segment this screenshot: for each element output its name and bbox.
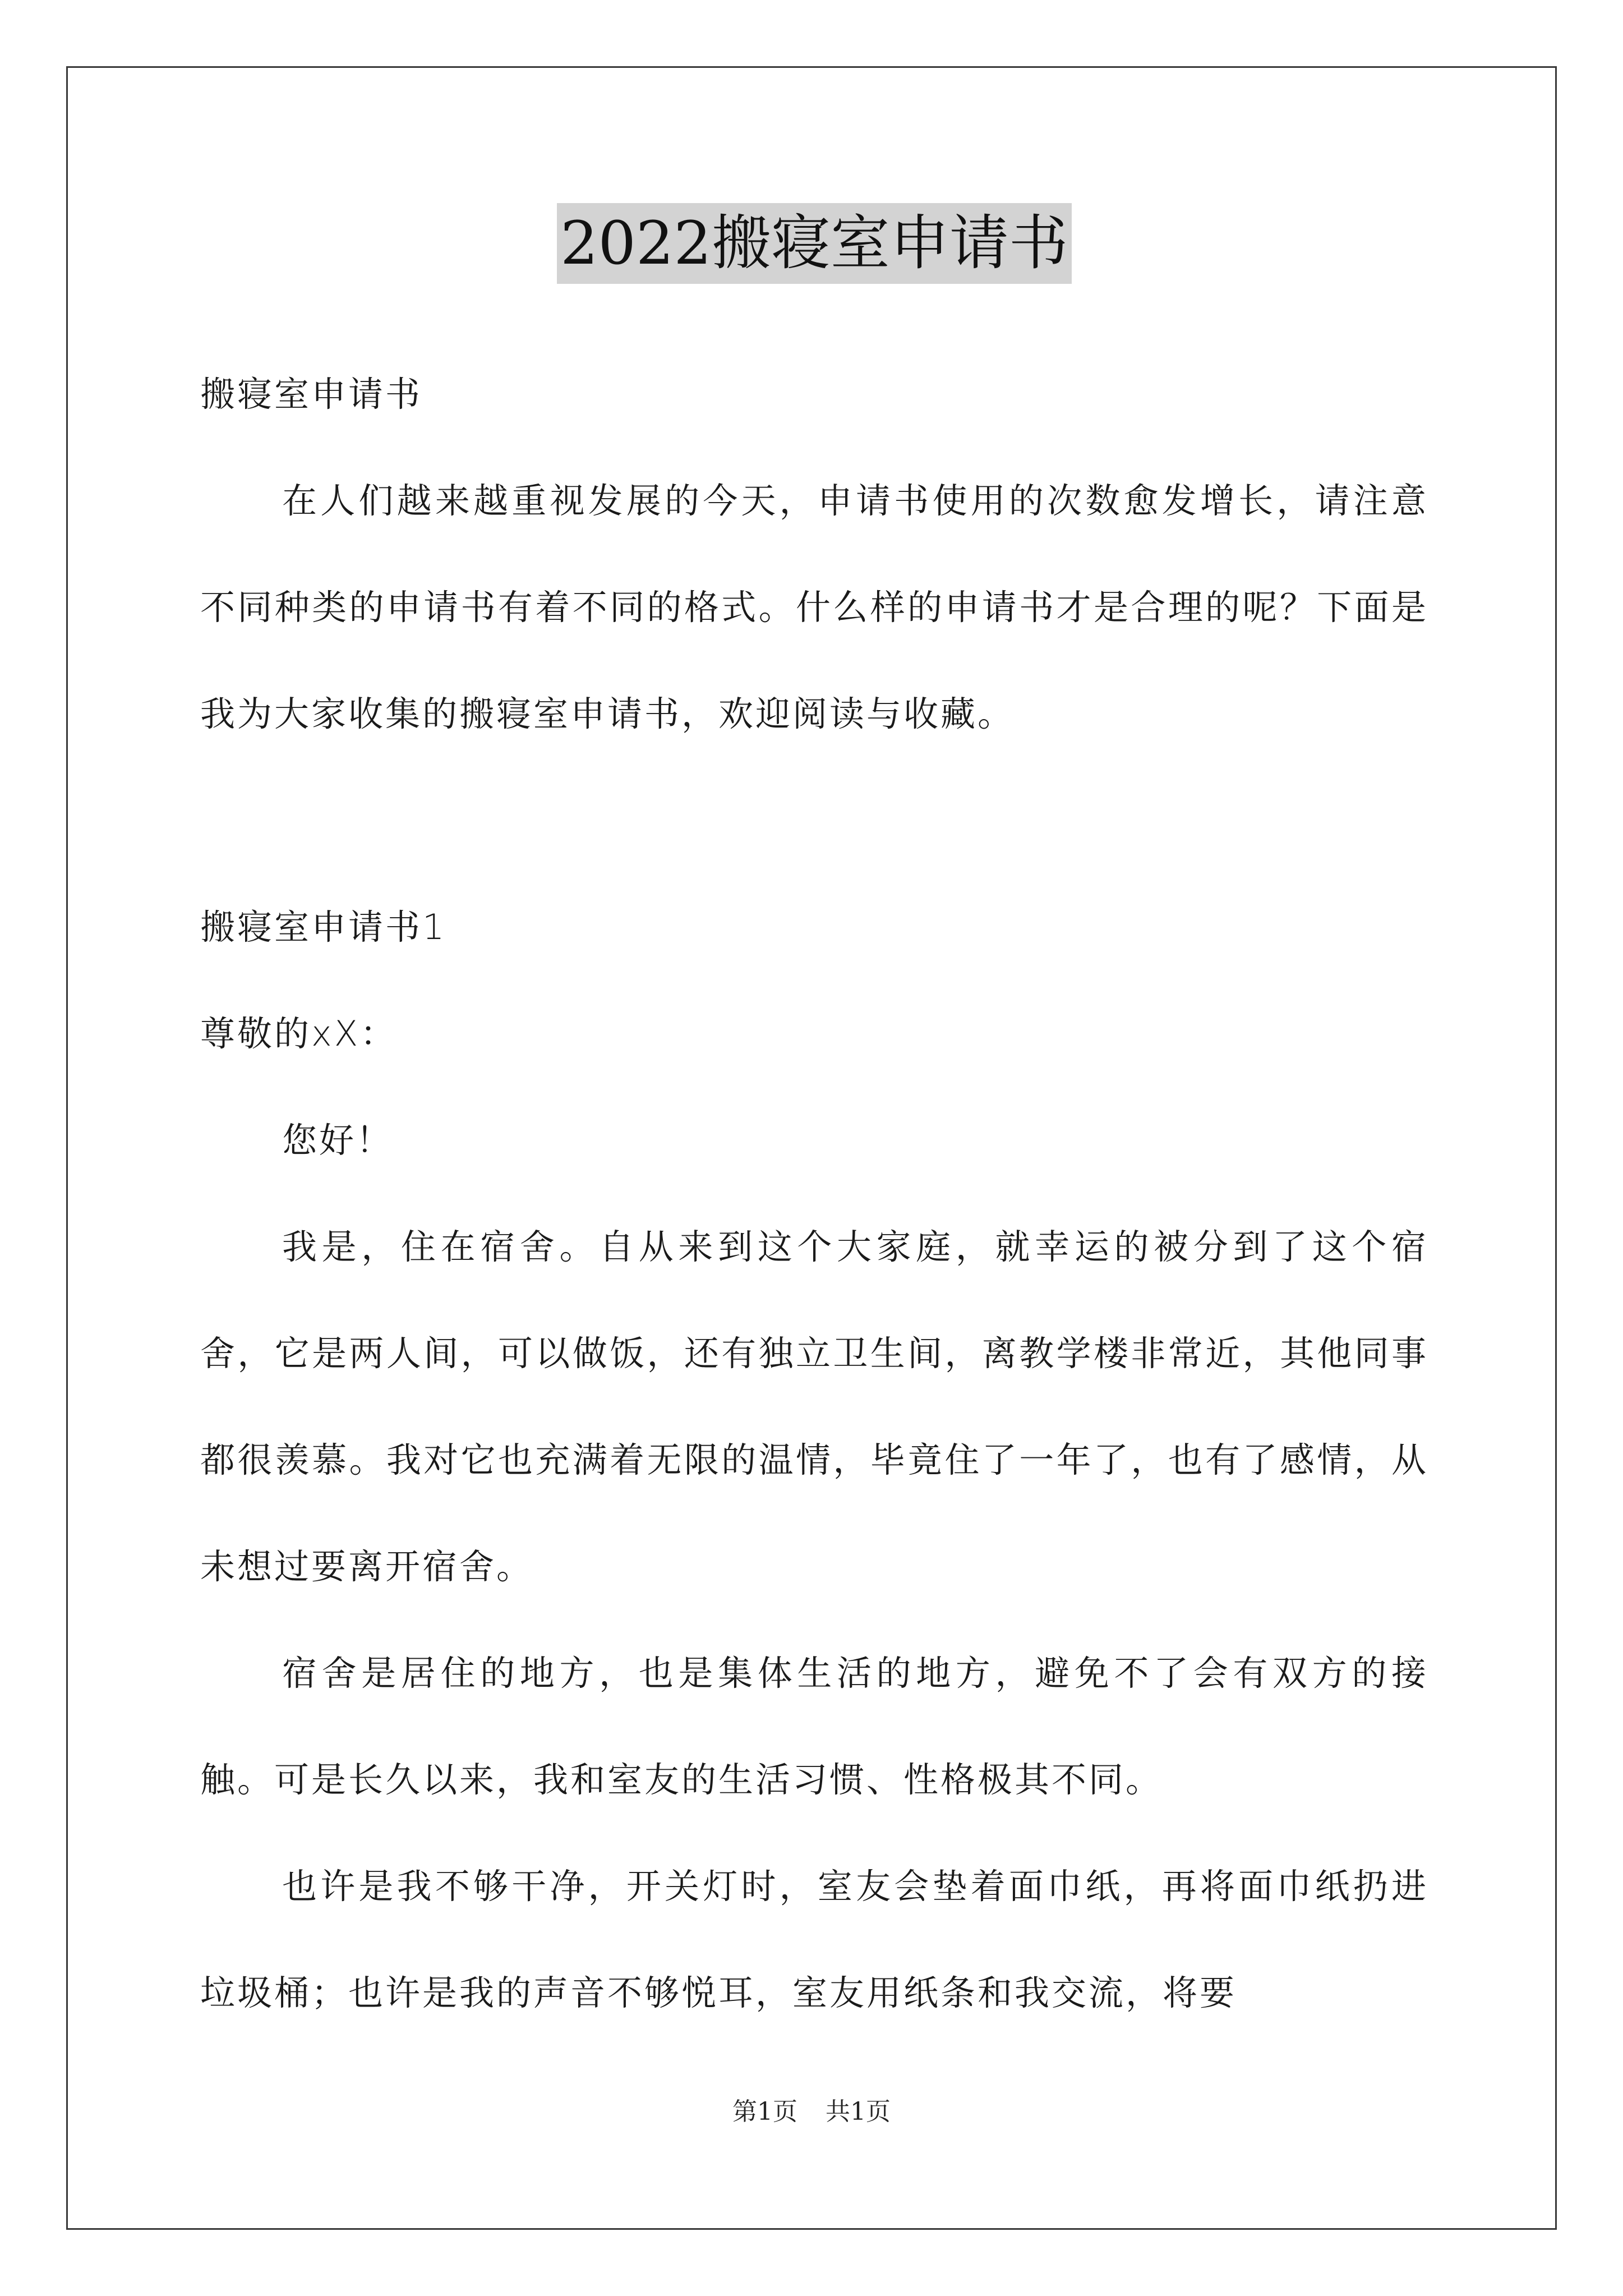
title-container	[200, 203, 1428, 284]
body-paragraph-2: 宿舍是居住的地方，也是集体生活的地方，避免不了会有双方的接触。可是长久以来，我和室友的生活习惯、性格极其不同。	[200, 1653, 1428, 1800]
body-paragraph-3: 也许是我不够干净，开关灯时，室友会垫着面巾纸，再将面巾纸扔进垃圾桶；也许是我的声音不够悦耳，室友用纸条和我交流，将要	[200, 1866, 1428, 2013]
page-number-total: 共1页	[826, 2097, 891, 2126]
document-title: 2022搬寝室申请书	[557, 203, 1072, 284]
page-number-current: 第1页	[732, 2097, 797, 2126]
salutation: 尊敬的xX：	[200, 1013, 398, 1054]
page-footer	[0, 2091, 1623, 2127]
intro-paragraph: 在人们越来越重视发展的今天，申请书使用的次数愈发增长，请注意不同种类的申请书有着不同的格式。什么样的申请书才是合理的呢？下面是我为大家收集的搬寝室申请书，欢迎阅读与收藏。	[200, 480, 1428, 734]
section-heading-1: 搬寝室申请书1	[200, 907, 447, 947]
body-paragraph-1: 我是，住在宿舍。自从来到这个大家庭，就幸运的被分到了这个宿舍，它是两人间，可以做饭，还有独立卫生间，离教学楼非常近，其他同事都很羡慕。我对它也充满着无限的温情，毕竟住了一年了，也有了感情，从未想过要离开宿舍。	[200, 1226, 1428, 1587]
subtitle-heading: 搬寝室申请书	[200, 374, 423, 415]
greeting: 您好！	[282, 1120, 394, 1161]
